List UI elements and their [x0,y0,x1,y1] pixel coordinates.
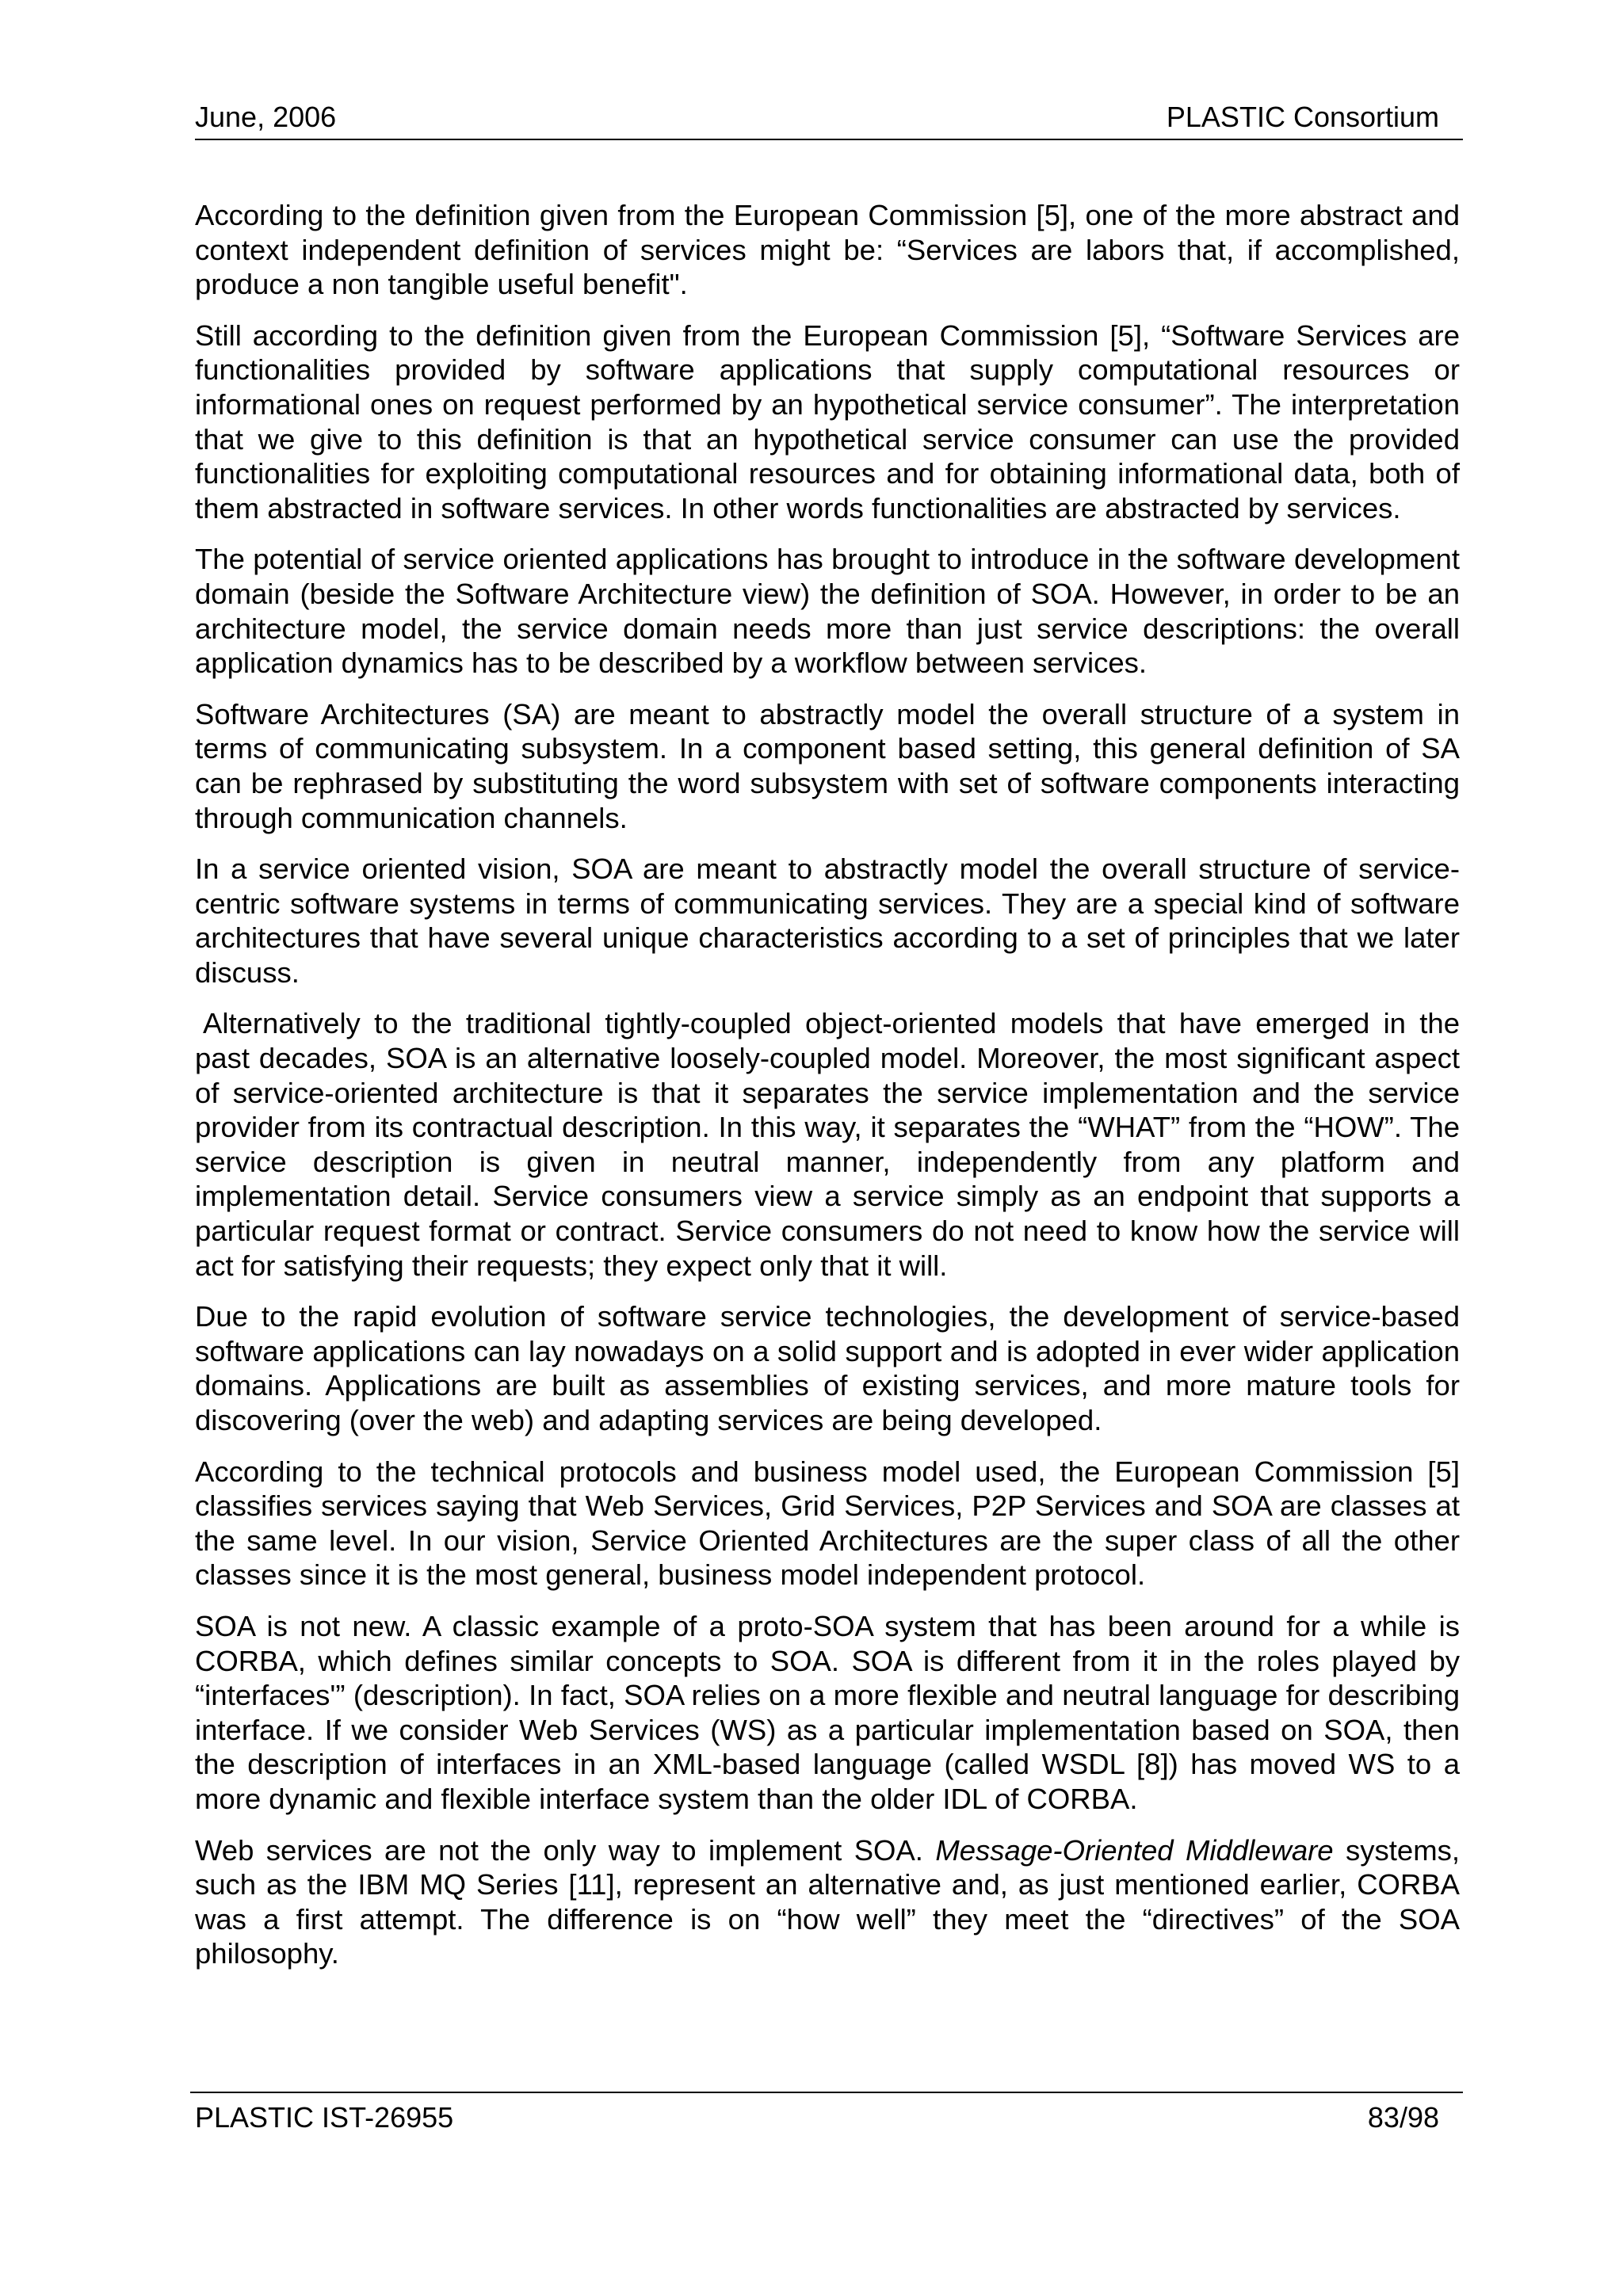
paragraph-5: In a service oriented vision, SOA are meant to abstractly model the overall structure of service-centric software systems in terms of communicating services. They are a special kind of software architectures that have several unique characteristics according to a set of principles that we later discuss. [195,852,1460,989]
footer-page-number: 83/98 [1367,2101,1439,2134]
paragraph-4: Software Architectures (SA) are meant to abstractly model the overall structure of a system in terms of communicating subsystem. In a component based setting, this general definition of SA can be rephrased by substituting the word subsystem with set of software components interacting through communication channels. [195,697,1460,834]
paragraph-7: Due to the rapid evolution of software service technologies, the development of service-based software applications can lay nowadays on a solid support and is adopted in ever wider application domains. Applications are built as assemblies of existing services, and more mature tools for discovering (over the web) and adapting services are being developed. [195,1300,1460,1436]
paragraph-10-start: Web services are not the only way to implement SOA. [195,1833,936,1867]
paragraph-3: The potential of service oriented applications has brought to introduce in the software development domain (beside the Software Architecture view) the definition of SOA. However, in order to be an architecture model, the service domain needs more than just service descriptions: the overall application dynamics has to be described by a workflow between services. [195,543,1460,680]
paragraph-6: Alternatively to the traditional tightly-coupled object-oriented models that have emerged in the past decades, SOA is an alternative loosely-coupled model. Moreover, the most significant aspect of service-oriented architecture is that it separates the service implementation and the service provider from its contractual description. In this way, it separates the “WHAT” from the “HOW”. The service description is given in neutral manner, independently from any platform and implementation detail. Service consumers view a service simply as an endpoint that supports a particular request format or contract. Service consumers do not need to know how the service will act for satisfying their requests; they expect only that it will. [195,1007,1460,1282]
paragraph-9: SOA is not new. A classic example of a proto-SOA system that has been around for a while is CORBA, which defines similar concepts to SOA. SOA is different from it in the roles played by “interfaces'” (description). In fact, SOA relies on a more flexible and neutral language for describing interface. If we consider Web Services (WS) as a particular implementation based on SOA, then the description of interfaces in an XML-based language (called WSDL [8]) has moved WS to a more dynamic and flexible interface system than the older IDL of CORBA. [195,1609,1460,1815]
paragraph-1: According to the definition given from the European Commission [5], one of the more abstract and context independent definition of services might be: “Services are labors that, if accomplished, produce a non tangible useful benefit". [195,199,1460,301]
paragraph-2: Still according to the definition given from the European Commission [5], “Software Services are functionalities provided by software applications that supply computational resources or informational ones on request performed by an hypothetical service consumer”. The interpretation that we give to this definition is that an hypothetical service consumer can use the provided functionalities for exploiting computational resources and for obtaining informational data, both of them abstracted in software services. In other words functionalities are abstracted by services. [195,318,1460,524]
header-date: June, 2006 [195,101,337,133]
paragraph-10-italic-term: Message-Oriented Middleware [935,1833,1334,1867]
footer-project: PLASTIC IST-26955 [195,2101,454,2134]
paragraph-8: According to the technical protocols and business model used, the European Commission [5] classifies services saying that Web Services, Grid Services, P2P Services and SOA are classes at the same level. In our vision, Service Oriented Architectures are the super class of all the other classes since it is the most general, business model independent protocol. [195,1455,1460,1592]
page-header [195,99,1463,140]
document-body [195,198,1460,1988]
page-footer [190,2092,1463,2141]
header-organization: PLASTIC Consortium [1166,101,1439,133]
paragraph-10 [195,1833,1460,1971]
paragraph-10-end: systems, such as the IBM MQ Series [11], represent an alternative and, as just mentioned earlier, CORBA was a first attempt. The difference is on “how well” they meet the “directives” of the SOA philosophy. [195,1833,1460,1970]
